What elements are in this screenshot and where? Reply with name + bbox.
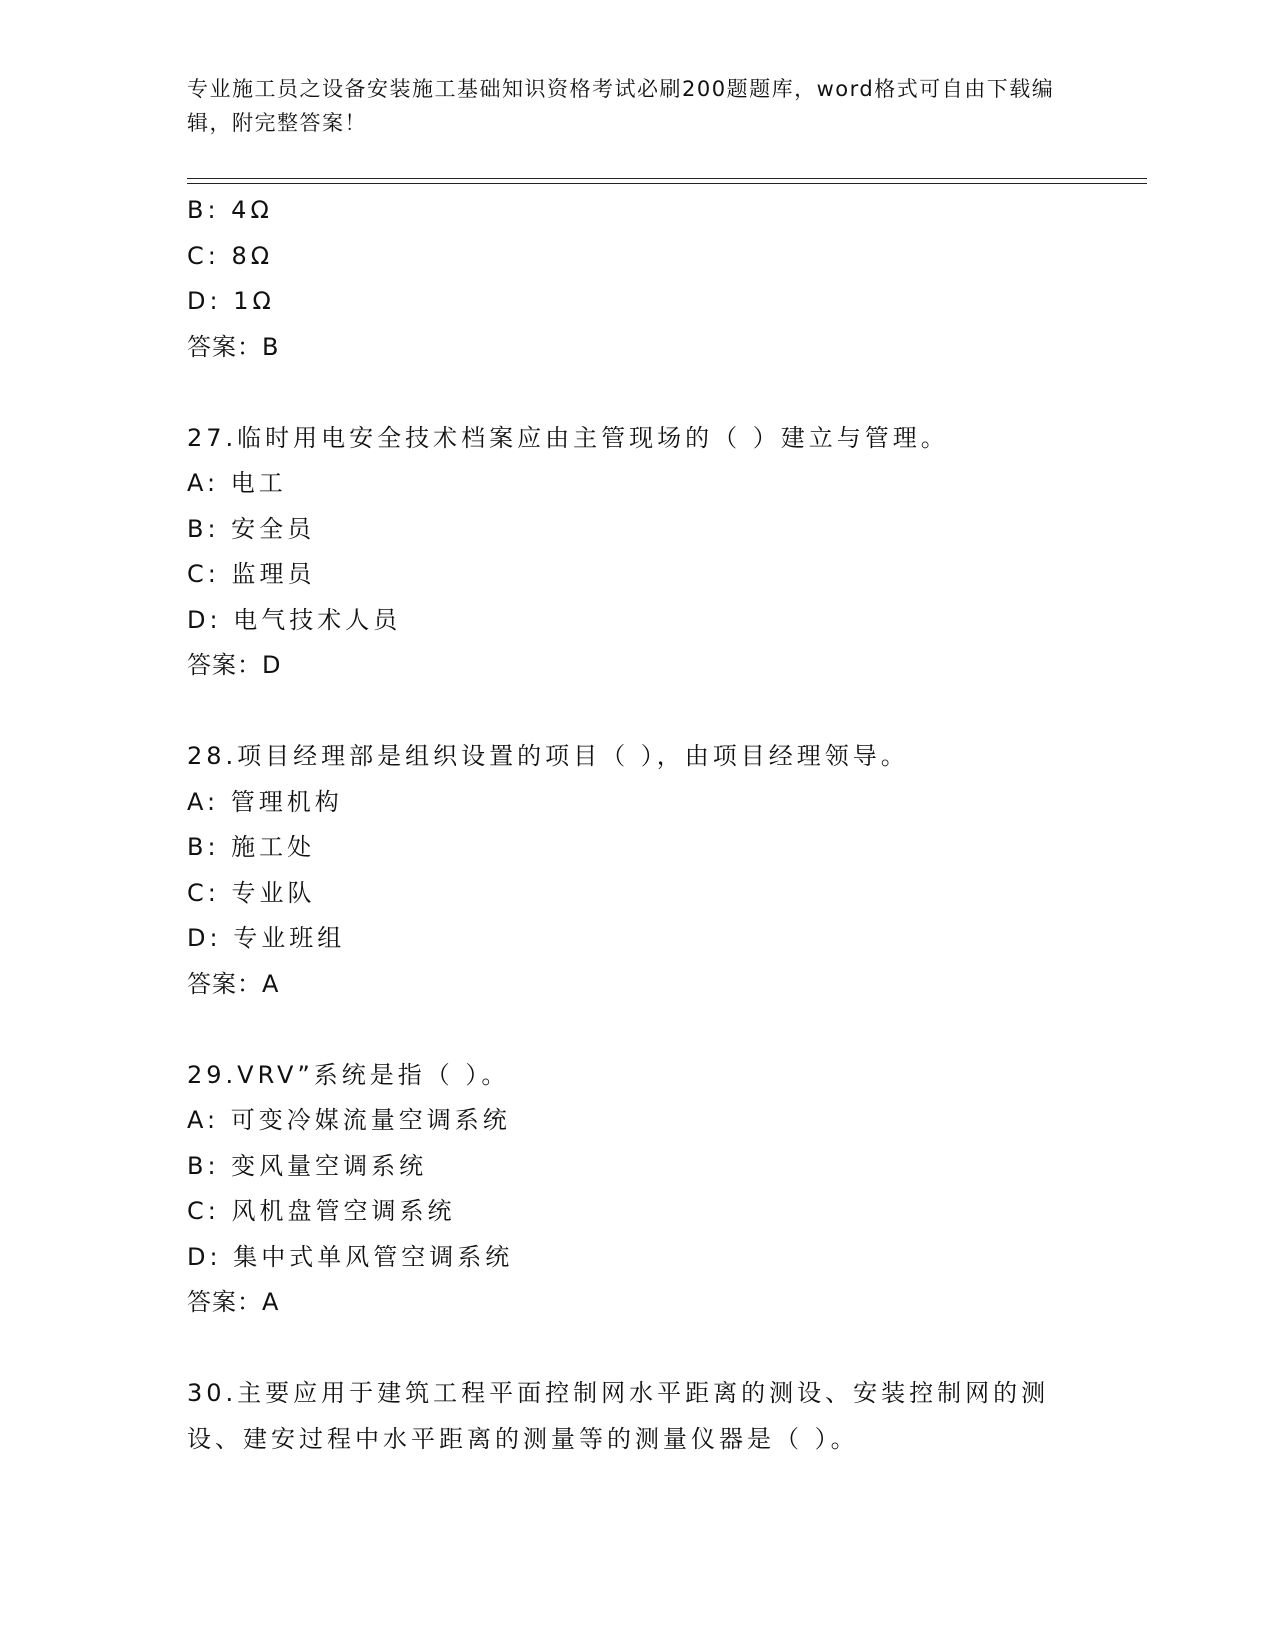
option-a: A: 可变冷媒流量空调系统 — [187, 1106, 511, 1134]
option-d: D: 电气技术人员 — [187, 605, 402, 634]
document-header: 专业施工员之设备安装施工基础知识资格考试必刷200题题库，word格式可自由下载编辑，附完整答案！ — [187, 77, 1055, 135]
question-text: 29.VRV”系统是指（ ）。 — [187, 1060, 510, 1089]
answer: 答案：A — [187, 969, 280, 998]
question-26-tail — [187, 188, 1087, 370]
option-a: A: 电工 — [187, 469, 287, 497]
option-b: B: 施工处 — [187, 833, 316, 861]
option-d: D: 集中式单风管空调系统 — [187, 1242, 514, 1271]
option-c: C: 监理员 — [187, 560, 316, 588]
question-list — [187, 188, 1087, 1462]
option-a: A: 管理机构 — [187, 787, 343, 816]
question-27 — [187, 416, 1087, 689]
option-d: D: 1Ω — [187, 287, 275, 315]
option-b: B: 安全员 — [187, 514, 316, 543]
header-divider-bottom — [187, 183, 1147, 184]
header-divider-top — [187, 178, 1147, 179]
option-c: C: 专业队 — [187, 878, 316, 907]
question-text: 27.临时用电安全技术档案应由主管现场的（ ）建立与管理。 — [187, 423, 949, 452]
question-29 — [187, 1053, 1087, 1326]
question-text: 30.主要应用于建筑工程平面控制网水平距离的测设、安装控制网的测设、建安过程中水平距离的测量等的测量仪器是（ ）。 — [187, 1379, 1050, 1453]
answer: 答案：B — [187, 332, 280, 361]
option-b: B: 4Ω — [187, 196, 273, 224]
answer: 答案：D — [187, 651, 282, 679]
option-c: C: 风机盘管空调系统 — [187, 1197, 456, 1225]
option-b: B: 变风量空调系统 — [187, 1151, 428, 1180]
answer: 答案：A — [187, 1288, 280, 1316]
option-c: C: 8Ω — [187, 241, 274, 270]
question-30 — [187, 1371, 1087, 1462]
question-text: 28.项目经理部是组织设置的项目（ ），由项目经理领导。 — [187, 742, 909, 770]
question-28 — [187, 734, 1087, 1007]
option-d: D: 专业班组 — [187, 924, 346, 952]
